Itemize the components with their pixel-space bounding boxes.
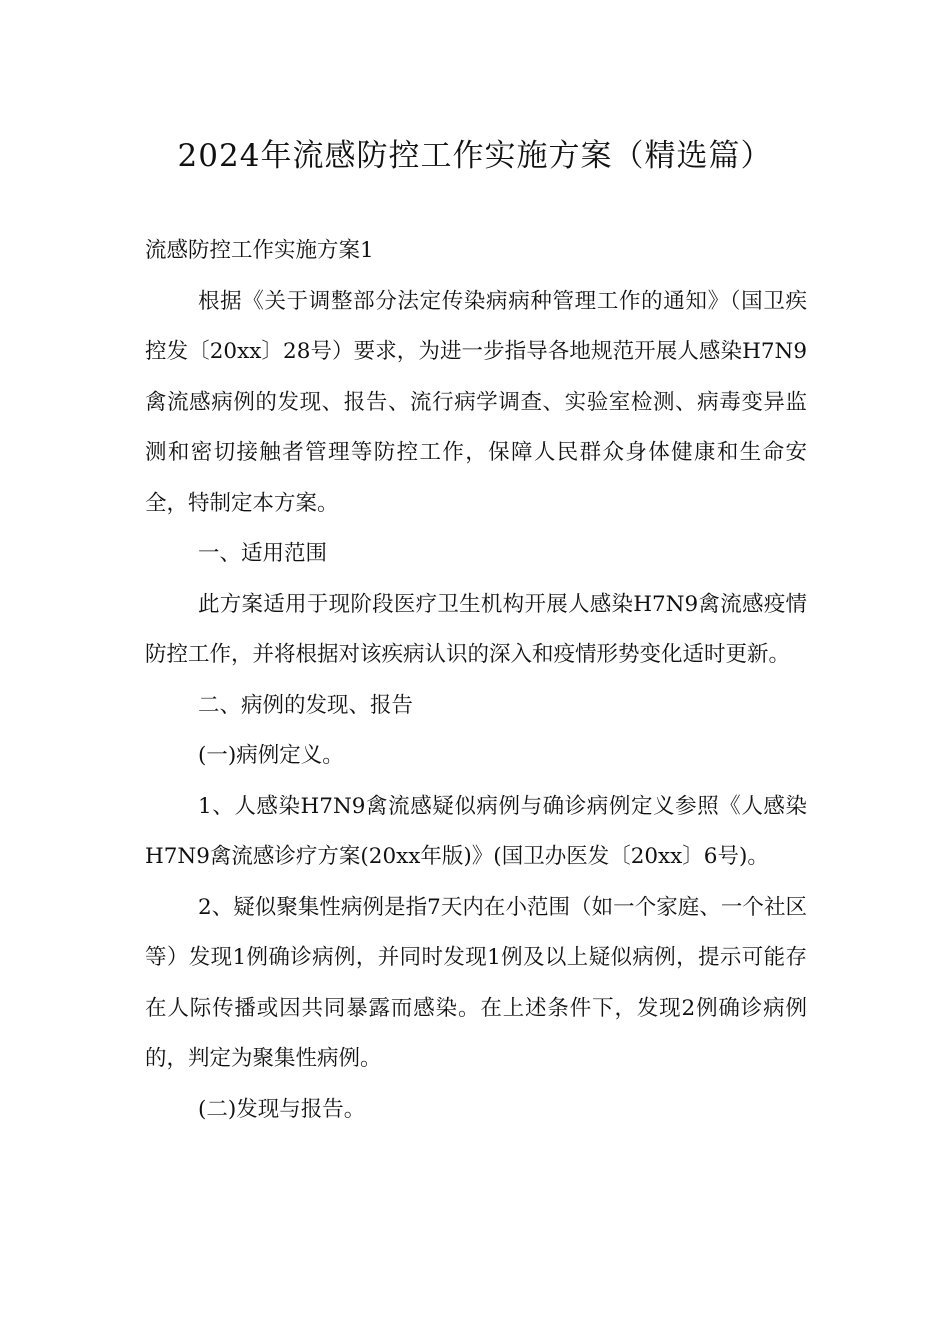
subheading-discovery-report: (二)发现与报告。 [198,1096,366,1122]
intro-paragraph: 根据《关于调整部分法定传染病病种管理工作的通知》（国卫疾控发〔20xx〕28号）要求，为进一步指导各地规范开展人感染H7N9禽流感病例的发现、报告、流行病学调查、实验室检测、病毒变异监测和密切接触者管理等防控工作，保障人民群众身体健康和生命安全，特制定本方案。 [145,288,807,516]
subheading-case-definition: (一)病例定义。 [198,743,344,768]
scope-paragraph: 此方案适用于现阶段医疗卫生机构开展人感染H7N9禽流感疫情防控工作，并将根据对该疾病认识的深入和疫情形势变化适时更新。 [145,591,807,667]
section-heading: 流感防控工作实施方案1 [145,238,374,263]
heading-scope: 一、适用范围 [198,541,328,566]
heading-case-discovery: 二、病例的发现、报告 [198,692,414,718]
document-body [145,226,807,1135]
document-title: 2024年流感防控工作实施方案（精选篇） [177,138,773,174]
definition-item-1: 1、人感染H7N9禽流感疑似病例与确诊病例定义参照《人感染H7N9禽流感诊疗方案(20xx年版)》(国卫办医发〔20xx〕6号)。 [145,793,807,869]
definition-item-2: 2、疑似聚集性病例是指7天内在小范围（如一个家庭、一个社区等）发现1例确诊病例，并同时发现1例及以上疑似病例，提示可能存在人际传播或因共同暴露而感染。在上述条件下，发现2例确诊病例的，判定为聚集性病例。 [145,894,807,1071]
